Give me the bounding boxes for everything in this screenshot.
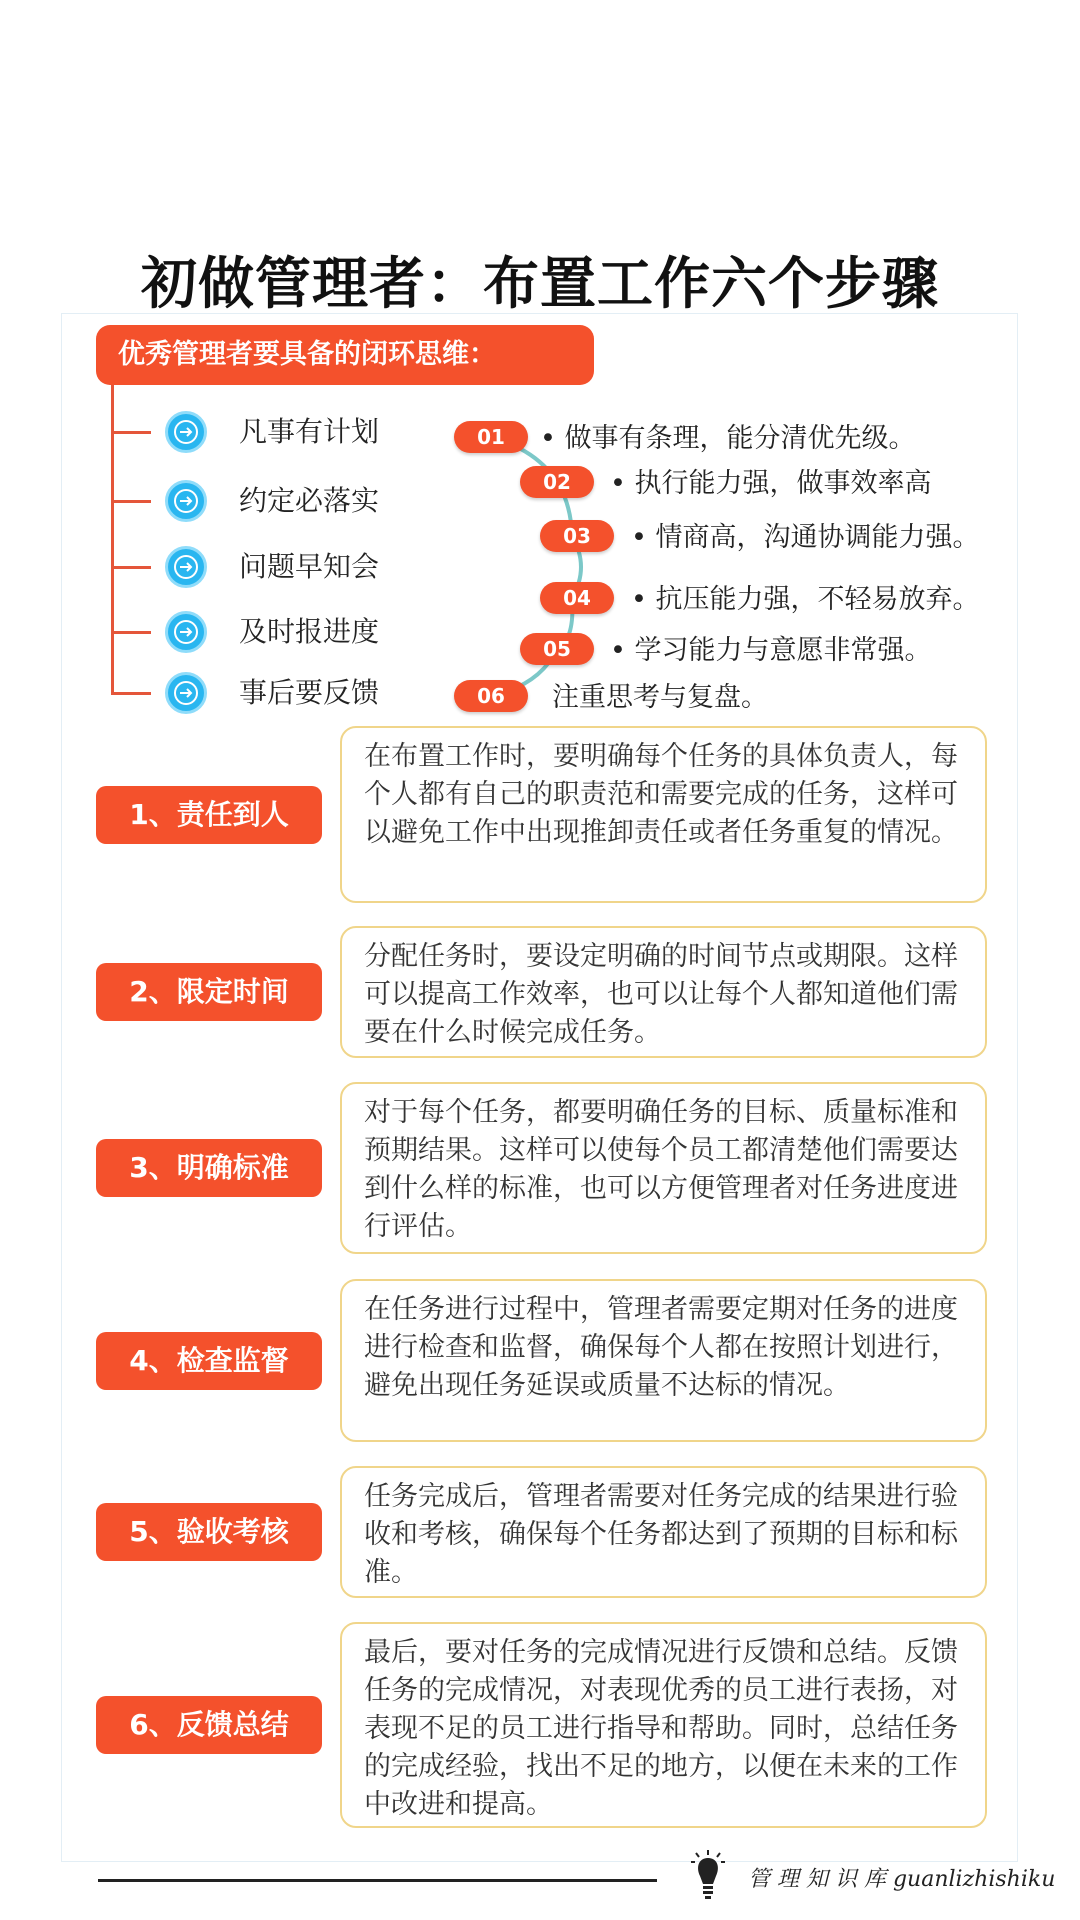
step-description: 任务完成后，管理者需要对任务完成的结果进行验收和考核，确保每个任务都达到了预期的目标和标准。: [340, 1466, 987, 1598]
loop-item: 问题早知会: [239, 550, 380, 583]
step-label: 5、验收考核: [96, 1503, 322, 1561]
loop-item: 凡事有计划: [239, 415, 380, 448]
step-description: 分配任务时，要设定明确的时间节点或期限。这样可以提高工作效率，也可以让每个人都知道他们需要在什么时候完成任务。: [340, 926, 987, 1058]
step-label: 1、责任到人: [96, 786, 322, 844]
quality-text: • 学习能力与意愿非常强。: [610, 635, 932, 666]
step-label: 2、限定时间: [96, 963, 322, 1021]
quality-number-badge: 05: [520, 633, 594, 665]
quality-number-badge: 06: [454, 680, 528, 712]
step-description: 最后，要对任务的完成情况进行反馈和总结。反馈任务的完成情况，对表现优秀的员工进行表扬，对表现不足的员工进行指导和帮助。同时，总结任务的完成经验，找出不足的地方，以便在未来的工作中改进和提高。: [340, 1622, 987, 1828]
step-description: 在布置工作时，要明确每个任务的具体负责人，每个人都有自己的职责范和需要完成的任务，这样可以避免工作中出现推卸责任或者任务重复的情况。: [340, 726, 987, 903]
quality-number-badge: 03: [540, 520, 614, 552]
quality-number-badge: 02: [520, 466, 594, 498]
step-label: 6、反馈总结: [96, 1696, 322, 1754]
step-label: 4、检查监督: [96, 1332, 322, 1390]
brand-watermark: 管 理 知 识 库 guanlizhishiku: [748, 1867, 1056, 1892]
quality-text: • 执行能力强，做事效率高: [610, 468, 932, 499]
qualities-arc: [0, 0, 1080, 800]
lightbulb-icon: [690, 1850, 726, 1904]
step-description: 对于每个任务，都要明确任务的目标、质量标准和预期结果。这样可以使每个员工都清楚他们需要达到什么样的标准，也可以方便管理者对任务进度进行评估。: [340, 1082, 987, 1254]
quality-text: • 做事有条理，能分清优先级。: [540, 423, 916, 454]
quality-text: 注重思考与复盘。: [552, 682, 768, 713]
quality-number-badge: 01: [454, 421, 528, 453]
quality-text: • 情商高，沟通协调能力强。: [631, 522, 980, 553]
page-title: 初做管理者：布置工作六个步骤: [141, 252, 939, 317]
quality-text: • 抗压能力强，不轻易放弃。: [631, 584, 980, 615]
loop-item: 及时报进度: [239, 615, 380, 648]
footer-divider: [98, 1879, 657, 1882]
section-header: 优秀管理者要具备的闭环思维：: [96, 325, 594, 385]
quality-number-badge: 04: [540, 582, 614, 614]
step-label: 3、明确标准: [96, 1139, 322, 1197]
loop-item: 约定必落实: [239, 484, 380, 517]
loop-item: 事后要反馈: [239, 676, 380, 709]
step-description: 在任务进行过程中，管理者需要定期对任务的进度进行检查和监督，确保每个人都在按照计划进行，避免出现任务延误或质量不达标的情况。: [340, 1279, 987, 1442]
